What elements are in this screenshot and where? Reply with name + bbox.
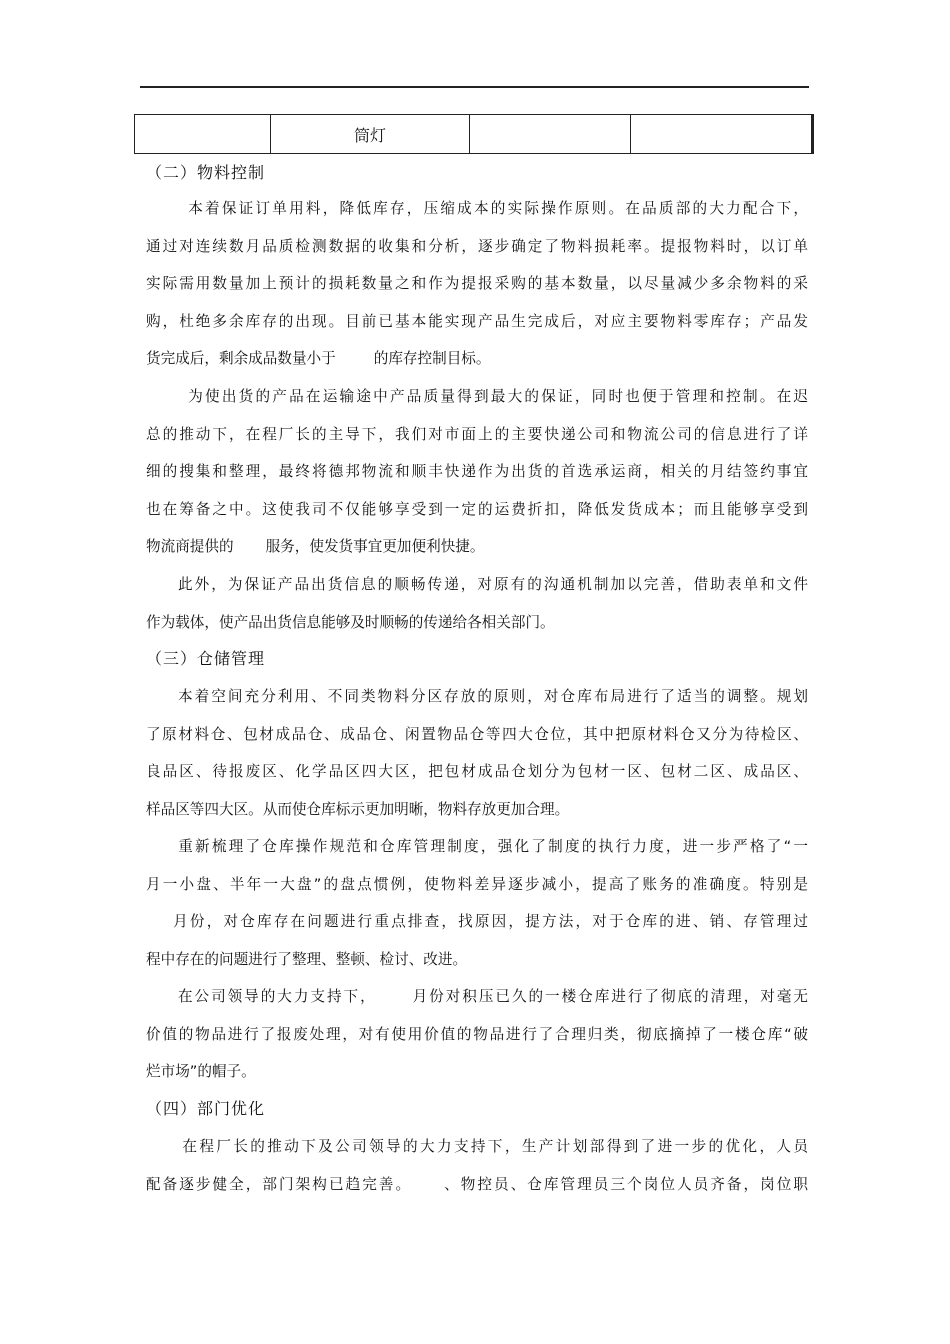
paragraph: [146, 190, 808, 378]
paragraph: [146, 978, 808, 1091]
paragraph: [146, 378, 808, 566]
text-line: 物流商提供的: [146, 538, 234, 555]
section-heading: （四）部门优化: [146, 1099, 266, 1118]
text-line: 样品区等四大区。从而使仓库标示更加明晰，物料存放更加合理。: [146, 800, 570, 818]
text-line: 月份，对仓库存在问题进行重点排查，找原因，提方法，对于仓库的进、销、存管理过: [171, 913, 808, 930]
text-line: 价值的物品进行了报废处理，对有使用价值的物品进行了合理归类，彻底摘掉了一楼仓库“破: [146, 1025, 808, 1043]
text-line: 的库存控制目标。: [373, 350, 491, 367]
text-line: 烂市场”的帽子。: [146, 1063, 256, 1080]
paragraph: [146, 566, 808, 641]
table-cell: [135, 115, 271, 154]
table-cell: [470, 115, 631, 154]
text-line: 作为载体，使产品出货信息能够及时顺畅的传递给各相关部门。: [146, 613, 555, 631]
text-line: 细的搜集和整理，最终将德邦物流和顺丰快递作为出货的首选承运商，相关的月结签约事宜: [146, 463, 808, 480]
text-line: 通过对连续数月品质检测数据的收集和分析，逐步确定了物料损耗率。提报物料时，以订单: [146, 237, 808, 255]
text-line: 为使出货的产品在运输途中产品质量得到最大的保证，同时也便于管理和控制。在迟: [186, 388, 808, 405]
text-line: 在程厂长的推动下及公司领导的大力支持下，生产计划部得到了进一步的优化，人员: [180, 1138, 808, 1155]
text-line: 也在筹备之中。这使我司不仅能够享受到一定的运费折扣，降低发货成本；而且能够享受到: [146, 500, 808, 518]
section-heading: （三）仓储管理: [146, 649, 266, 668]
text-line: 了原材料仓、包材成品仓、成品仓、闲置物品仓等四大仓位，其中把原材料仓又分为待检区、: [146, 725, 808, 743]
table-row: [135, 115, 813, 154]
paragraph: [146, 828, 808, 978]
text-line: 总的推动下，在程厂长的主导下，我们对市面上的主要快递公司和物流公司的信息进行了详: [146, 425, 808, 443]
text-line: 本着空间充分利用、不同类物料分区存放的原则，对仓库布局进行了适当的调整。规划: [176, 688, 808, 705]
paragraph: [146, 1128, 808, 1203]
text-line: 在公司领导的大力支持下，: [176, 988, 377, 1005]
text-line: 实际需用数量加上预计的损耗数量之和作为提报采购的基本数量，以尽量减少多余物料的采: [146, 275, 808, 292]
text-line: 服务，使发货事宜更加便利快捷。: [265, 538, 485, 555]
text-line: 月份对积压已久的一楼仓库进行了彻底的清理，对毫无: [410, 988, 808, 1005]
table-cell: 筒灯: [271, 115, 470, 154]
section-heading: （二）物料控制: [146, 163, 266, 182]
text-line: 购，杜绝多余库存的出现。目前已基本能实现产品生完成后，对应主要物料零库存；产品发: [146, 312, 808, 330]
text-line: 配备逐步健全，部门架构已趋完善。: [146, 1175, 413, 1193]
table-cell: [631, 115, 813, 154]
text-line: 程中存在的问题进行了整理、整顿、检讨、改进。: [146, 950, 468, 968]
text-line: 货完成后，剩余成品数量小于: [146, 350, 336, 367]
text-line: 良品区、待报废区、化学品区四大区，把包材成品仓划分为包材一区、包材二区、成品区、: [146, 763, 808, 780]
paragraph: [146, 678, 808, 828]
text-line: 本着保证订单用料，降低库存，压缩成本的实际操作原则。在品质部的大力配合下，: [186, 200, 808, 217]
text-line: 、物控员、仓库管理员三个岗位人员齐备，岗位职: [442, 1175, 808, 1193]
text-line: 重新梳理了仓库操作规范和仓库管理制度，强化了制度的执行力度，进一步严格了“一: [176, 838, 808, 855]
text-line: 此外，为保证产品出货信息的顺畅传递，对原有的沟通机制加以完善，借助表单和文件: [176, 576, 808, 593]
text-line: 月一小盘、半年一大盘”的盘点惯例，使物料差异逐步减小，提高了账务的准确度。特别是: [146, 875, 808, 893]
header-rule: [140, 86, 809, 88]
table-fragment: [134, 114, 814, 154]
